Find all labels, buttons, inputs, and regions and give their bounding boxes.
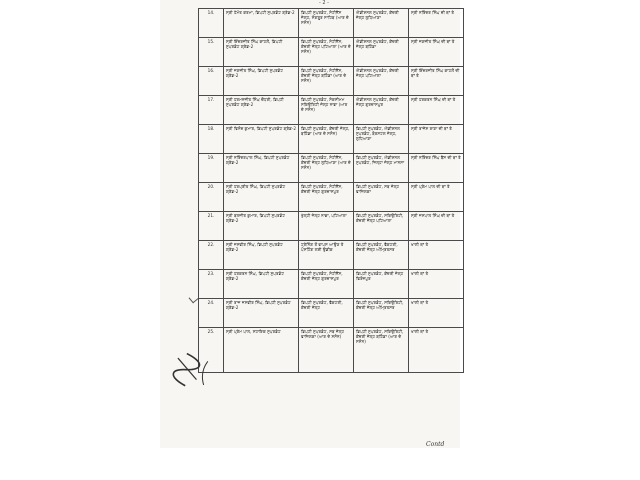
new-posting-cell: ਡਿਪਟੀ ਸੁਪਰਡੰਟ, ਫੈਕਟਰੀ, ਕੇਂਦਰੀ ਜੇਲ੍ਹ ਅੰਮ੍ਰਿਤਸਰ (354, 241, 409, 270)
current-posting-cell: ਡਿਪਟੀ ਸੁਪਰਡੰਟ, ਫੈਕਟਰੀ, ਕੇਂਦਰੀ ਜੇਲ੍ਹ (299, 299, 354, 328)
new-posting-cell: ਡਿਪਟੀ ਸੁਪਰਡੰਟ, ਸਬ ਜੇਲ੍ਹ ਫਾਜ਼ਿਲਕਾ (354, 183, 409, 212)
table-row (199, 125, 464, 154)
new-posting-cell: ਡਿਪਟੀ ਸੁਪਰਡੰਟ, ਐਡੀਸ਼ਨਲ ਸੁਪਰਡੰਟ, ਬੋਰਸਟਲ ਜੇਲ੍ਹ, ਲੁਧਿਆਣਾ (354, 125, 409, 154)
table-row (199, 67, 464, 96)
officer-name-cell: ਸ੍ਰੀ ਪ੍ਰੇਮ ਪਾਲ, ਸਹਾਇਕ ਸੁਪਰਡੰਟ (224, 328, 299, 373)
current-posting-cell: ਡਿਪਟੀ ਸੁਪਰਡੰਟ, ਕੇਂਦਰੀ ਜੇਲ੍ਹ, ਬਠਿੰਡਾ (ਆਰ ਦੇ ਸਸੋਨ) (299, 125, 354, 154)
current-posting-cell: ਡਿਪਟੀ ਸੁਪਰਡੰਟ, ਮੈਟੀਨੈਂਸ, ਕੇਂਦਰੀ ਜੇਲ੍ਹ ਗੁਰਦਾਸਪੁਰ (299, 270, 354, 299)
remarks-cell: ਸ੍ਰੀ ਪ੍ਰੇਮ ਪਾਲ ਦੀ ਥਾਂ ਤੇ (409, 183, 464, 212)
current-posting-cell: ਡਿਪਟੀ ਸੁਪਰਡੰਟ, ਸਬ ਜੇਲ੍ਹ ਫਾਜ਼ਿਲਕਾ (ਆਰ ਦੇ ਸਸੋਨ) (299, 328, 354, 373)
table-row (199, 9, 464, 38)
officer-name-cell: ਸ੍ਰੀ ਹਰਪ੍ਰੀਤ ਸਿੰਘ, ਡਿਪਟੀ ਸੁਪਰਡੰਟ ਗ੍ਰੇਡ-2 (224, 183, 299, 212)
current-posting-cell: ਡਿਪਟੀ ਸੁਪਰਡੰਟ, ਮੈਟੀਨੈਂਸ ਜੇਲ੍ਹ, ਸੰਗਰੂਰ ਸਾਹਿਬ (ਆਰ ਦੇ ਸਸੋਨ) (299, 9, 354, 38)
officer-name-cell: ਸ੍ਰੀ ਹਰਮਨਜੀਤ ਸਿੰਘ ਚੌਧਰੀ, ਡਿਪਟੀ ਸੁਪਰਡੰਟ ਗ੍ਰੇਡ-2 (224, 96, 299, 125)
officer-name-cell: ਸ੍ਰੀ ਨਰਿੰਦਰਪਾਲ ਸਿੰਘ, ਡਿਪਟੀ ਸੁਪਰਡੰਟ ਗ੍ਰੇਡ-2 (224, 154, 299, 183)
remarks-cell: ਖਾਲੀ ਥਾਂ ਤੇ (409, 299, 464, 328)
new-posting-cell: ਐਡੀਸ਼ਨਲ ਸੁਪਰਡੰਟ, ਕੇਂਦਰੀ ਜੇਲ੍ਹ ਪਟਿਆਲਾ (354, 67, 409, 96)
table-row (199, 212, 464, 241)
remarks-cell: ਸ੍ਰੀ ਰਾਜੇਸ਼ ਰਾਣਾ ਦੀ ਥਾਂ ਤੇ (409, 125, 464, 154)
serial-number-cell: 19. (199, 154, 224, 183)
new-posting-cell: ਐਡੀਸ਼ਨਲ ਸੁਪਰਡੰਟ, ਕੇਂਦਰੀ ਜੇਲ੍ਹ ਬਠਿੰਡਾ (354, 38, 409, 67)
table-row (199, 299, 464, 328)
serial-number-cell: 14. (199, 9, 224, 38)
officer-name-cell: ਸ੍ਰੀ ਜਗਜੀਤ ਸਿੰਘ, ਡਿਪਟੀ ਸੁਪਰਡੰਟ ਗ੍ਰੇਡ-2 (224, 67, 299, 96)
current-posting-cell: ਖੁੱਲ੍ਹੀ ਜੇਲ੍ਹ ਨਾਭਾ, ਪਟਿਆਲਾ (299, 212, 354, 241)
new-posting-cell: ਐਡੀਸ਼ਨਲ ਸੁਪਰਡੰਟ, ਕੇਂਦਰੀ ਜੇਲ੍ਹ ਗੁਰਦਾਸਪੁਰ (354, 96, 409, 125)
new-posting-cell: ਐਡੀਸ਼ਨਲ ਸੁਪਰਡੰਟ, ਕੇਂਦਰੀ ਜੇਲ੍ਹ ਲੁਧਿਆਣਾ (354, 9, 409, 38)
remarks-cell: ਸ੍ਰੀ ਨਰਿੰਦਰ ਸਿੰਘ ਬੈਂਸ ਦੀ ਥਾਂ ਤੇ (409, 154, 464, 183)
page-number: - 2 - (319, 0, 329, 6)
remarks-cell: ਸ੍ਰੀ ਨਰਿੰਦਰ ਸਿੰਘ ਦੀ ਥਾਂ ਤੇ (409, 9, 464, 38)
current-posting-cell: ਡਿਪਟੀ ਸੁਪਰਡੰਟ, ਮੈਟੀਨੈਂਸ, ਕੇਂਦਰੀ ਜੇਲ੍ਹ ਲੁਧਿਆਣਾ (ਆਰ ਦੇ ਸਸੋਨ) (299, 154, 354, 183)
serial-number-cell: 20. (199, 183, 224, 212)
serial-number-cell: 16. (199, 67, 224, 96)
table-row (199, 270, 464, 299)
current-posting-cell: ਡਿਪਟੀ ਸੁਪਰਡੰਟ, ਮੈਟੀਨੈਂਸ, ਕੇਂਦਰੀ ਜੇਲ੍ਹ ਬਠਿੰਡਾ (ਆਰ ਦੇ ਸਸੋਨ) (299, 67, 354, 96)
table-row (199, 241, 464, 270)
current-posting-cell: ਟ੍ਰੇਨਿੰਗ ਤੋਂ ਵਾਪਸ ਆਉਣ ਤੇ ਪੋਸਟਿੰਗ ਲਈ ਉਡੀਕ (299, 241, 354, 270)
remarks-cell: ਸ੍ਰੀ ਹਰਕਰਨ ਸਿੰਘ ਦੀ ਥਾਂ ਤੇ (409, 96, 464, 125)
current-posting-cell: ਡਿਪਟੀ ਸੁਪਰਡੰਟ, ਮੈਟੀਨੈਂਸ, ਕੇਂਦਰੀ ਜੇਲ੍ਹ ਗੁਰਦਾਸਪੁਰ (299, 183, 354, 212)
new-posting-cell: ਡਿਪਟੀ ਸੁਪਰਡੰਟ, ਕੇਂਦਰੀ ਜੇਲ੍ਹ ਫਿਰੋਜ਼ਪੁਰ (354, 270, 409, 299)
transfer-table (198, 8, 464, 373)
remarks-cell: ਖਾਲੀ ਥਾਂ ਤੇ (409, 241, 464, 270)
serial-number-cell: 24. (199, 299, 224, 328)
remarks-cell: ਸ੍ਰੀ ਇੰਦਰਜੀਤ ਸਿੰਘ ਕਾਹਲੋਂ ਦੀ ਥਾਂ ਤੇ (409, 67, 464, 96)
remarks-cell: ਖਾਲੀ ਥਾਂ ਤੇ (409, 270, 464, 299)
officer-name-cell: ਸ੍ਰੀ ਇੰਦਰਜੀਤ ਸਿੰਘ ਕਾਹਲੋਂ, ਡਿਪਟੀ ਸੁਪਰਡੰਟ ਗ੍ਰੇਡ-2 (224, 38, 299, 67)
table-row (199, 96, 464, 125)
new-posting-cell: ਡਿਪਟੀ ਸੁਪਰਡੰਟ, ਸਕਿਉਰਿਟੀ, ਕੇਂਦਰੀ ਜੇਲ੍ਹ ਬਠਿੰਡਾ (ਆਰ ਦੇ ਸਸੋਨ) (354, 328, 409, 373)
new-posting-cell: ਡਿਪਟੀ ਸੁਪਰਡੰਟ, ਸਕਿਉਰਿਟੀ, ਕੇਂਦਰੀ ਜੇਲ੍ਹ ਪਟਿਆਲਾ (354, 212, 409, 241)
table-row (199, 38, 464, 67)
remarks-cell: ਖਾਲੀ ਥਾਂ ਤੇ (409, 328, 464, 373)
current-posting-cell: ਡਿਪਟੀ ਸੁਪਰਡੰਟ, ਮੈਟੀਨੈਂਸ, ਕੇਂਦਰੀ ਜੇਲ੍ਹ ਪਟਿਆਲਾ (ਆਰ ਦੇ ਸਸੋਨ) (299, 38, 354, 67)
officer-name-cell: ਸ੍ਰੀ ਬਲਜੀਤ ਕੁਮਾਰ, ਡਿਪਟੀ ਸੁਪਰਡੰਟ ਗ੍ਰੇਡ-2 (224, 212, 299, 241)
officer-name-cell: ਸ੍ਰੀ ਵਿਨੋਦ ਕੁਮਾਰ, ਡਿਪਟੀ ਸੁਪਰਡੰਟ ਗ੍ਰੇਡ-2 (224, 125, 299, 154)
new-posting-cell: ਡਿਪਟੀ ਸੁਪਰਡੰਟ, ਸਕਿਉਰਿਟੀ, ਕੇਂਦਰੀ ਜੇਲ੍ਹ ਅੰਮ੍ਰਿਤਸਰ (354, 299, 409, 328)
officer-name-cell: ਸ੍ਰੀ ਹੇਮੰਤ ਕਰਮਾ, ਡਿਪਟੀ ਸੁਪਰਡੰਟ ਗ੍ਰੇਡ-2 (224, 9, 299, 38)
table-row (199, 328, 464, 373)
remarks-cell: ਸ੍ਰੀ ਜਗਜੀਤ ਸਿੰਘ ਦੀ ਥਾਂ ਤੇ (409, 38, 464, 67)
serial-number-cell: 22. (199, 241, 224, 270)
table-row (199, 154, 464, 183)
table-row (199, 183, 464, 212)
serial-number-cell: 23. (199, 270, 224, 299)
new-posting-cell: ਡਿਪਟੀ ਸੁਪਰਡੰਟ, ਐਡੀਸ਼ਨਲ ਸੁਪਰਡੰਟ, ਜਿਲ੍ਹਾ ਜੇਲ੍ਹ ਮਾਨਸਾ (354, 154, 409, 183)
serial-number-cell: 25. (199, 328, 224, 373)
officer-name-cell: ਸ੍ਰੀ ਜਸਵੀਰ ਸਿੰਘ, ਡਿਪਟੀ ਸੁਪਰਡੰਟ ਗ੍ਰੇਡ-2 (224, 241, 299, 270)
serial-number-cell: 21. (199, 212, 224, 241)
continued-mark: Contd (426, 441, 445, 448)
officer-name-cell: ਸ੍ਰੀ ਹਰਕਰਨ ਸਿੰਘ, ਡਿਪਟੀ ਸੁਪਰਡੰਟ ਗ੍ਰੇਡ-2 (224, 270, 299, 299)
current-posting-cell: ਡਿਪਟੀ ਸੁਪਰਡੰਟ, ਮੈਕਸੀਮਮ ਸਕਿਉਰਿਟੀ ਜੇਲ੍ਹ ਨਾਭਾ (ਆਰ ਦੇ ਸਸੋਨ) (299, 96, 354, 125)
remarks-cell: ਸ੍ਰੀ ਜਸਪਾਲ ਸਿੰਘ ਦੀ ਥਾਂ ਤੇ (409, 212, 464, 241)
officer-name-cell: ਸ੍ਰੀ ਰਾਜ ਜਸਵੀਰ ਸਿੰਘ, ਡਿਪਟੀ ਸੁਪਰਡੰਟ ਗ੍ਰੇਡ-2 (224, 299, 299, 328)
serial-number-cell: 15. (199, 38, 224, 67)
serial-number-cell: 18. (199, 125, 224, 154)
serial-number-cell: 17. (199, 96, 224, 125)
